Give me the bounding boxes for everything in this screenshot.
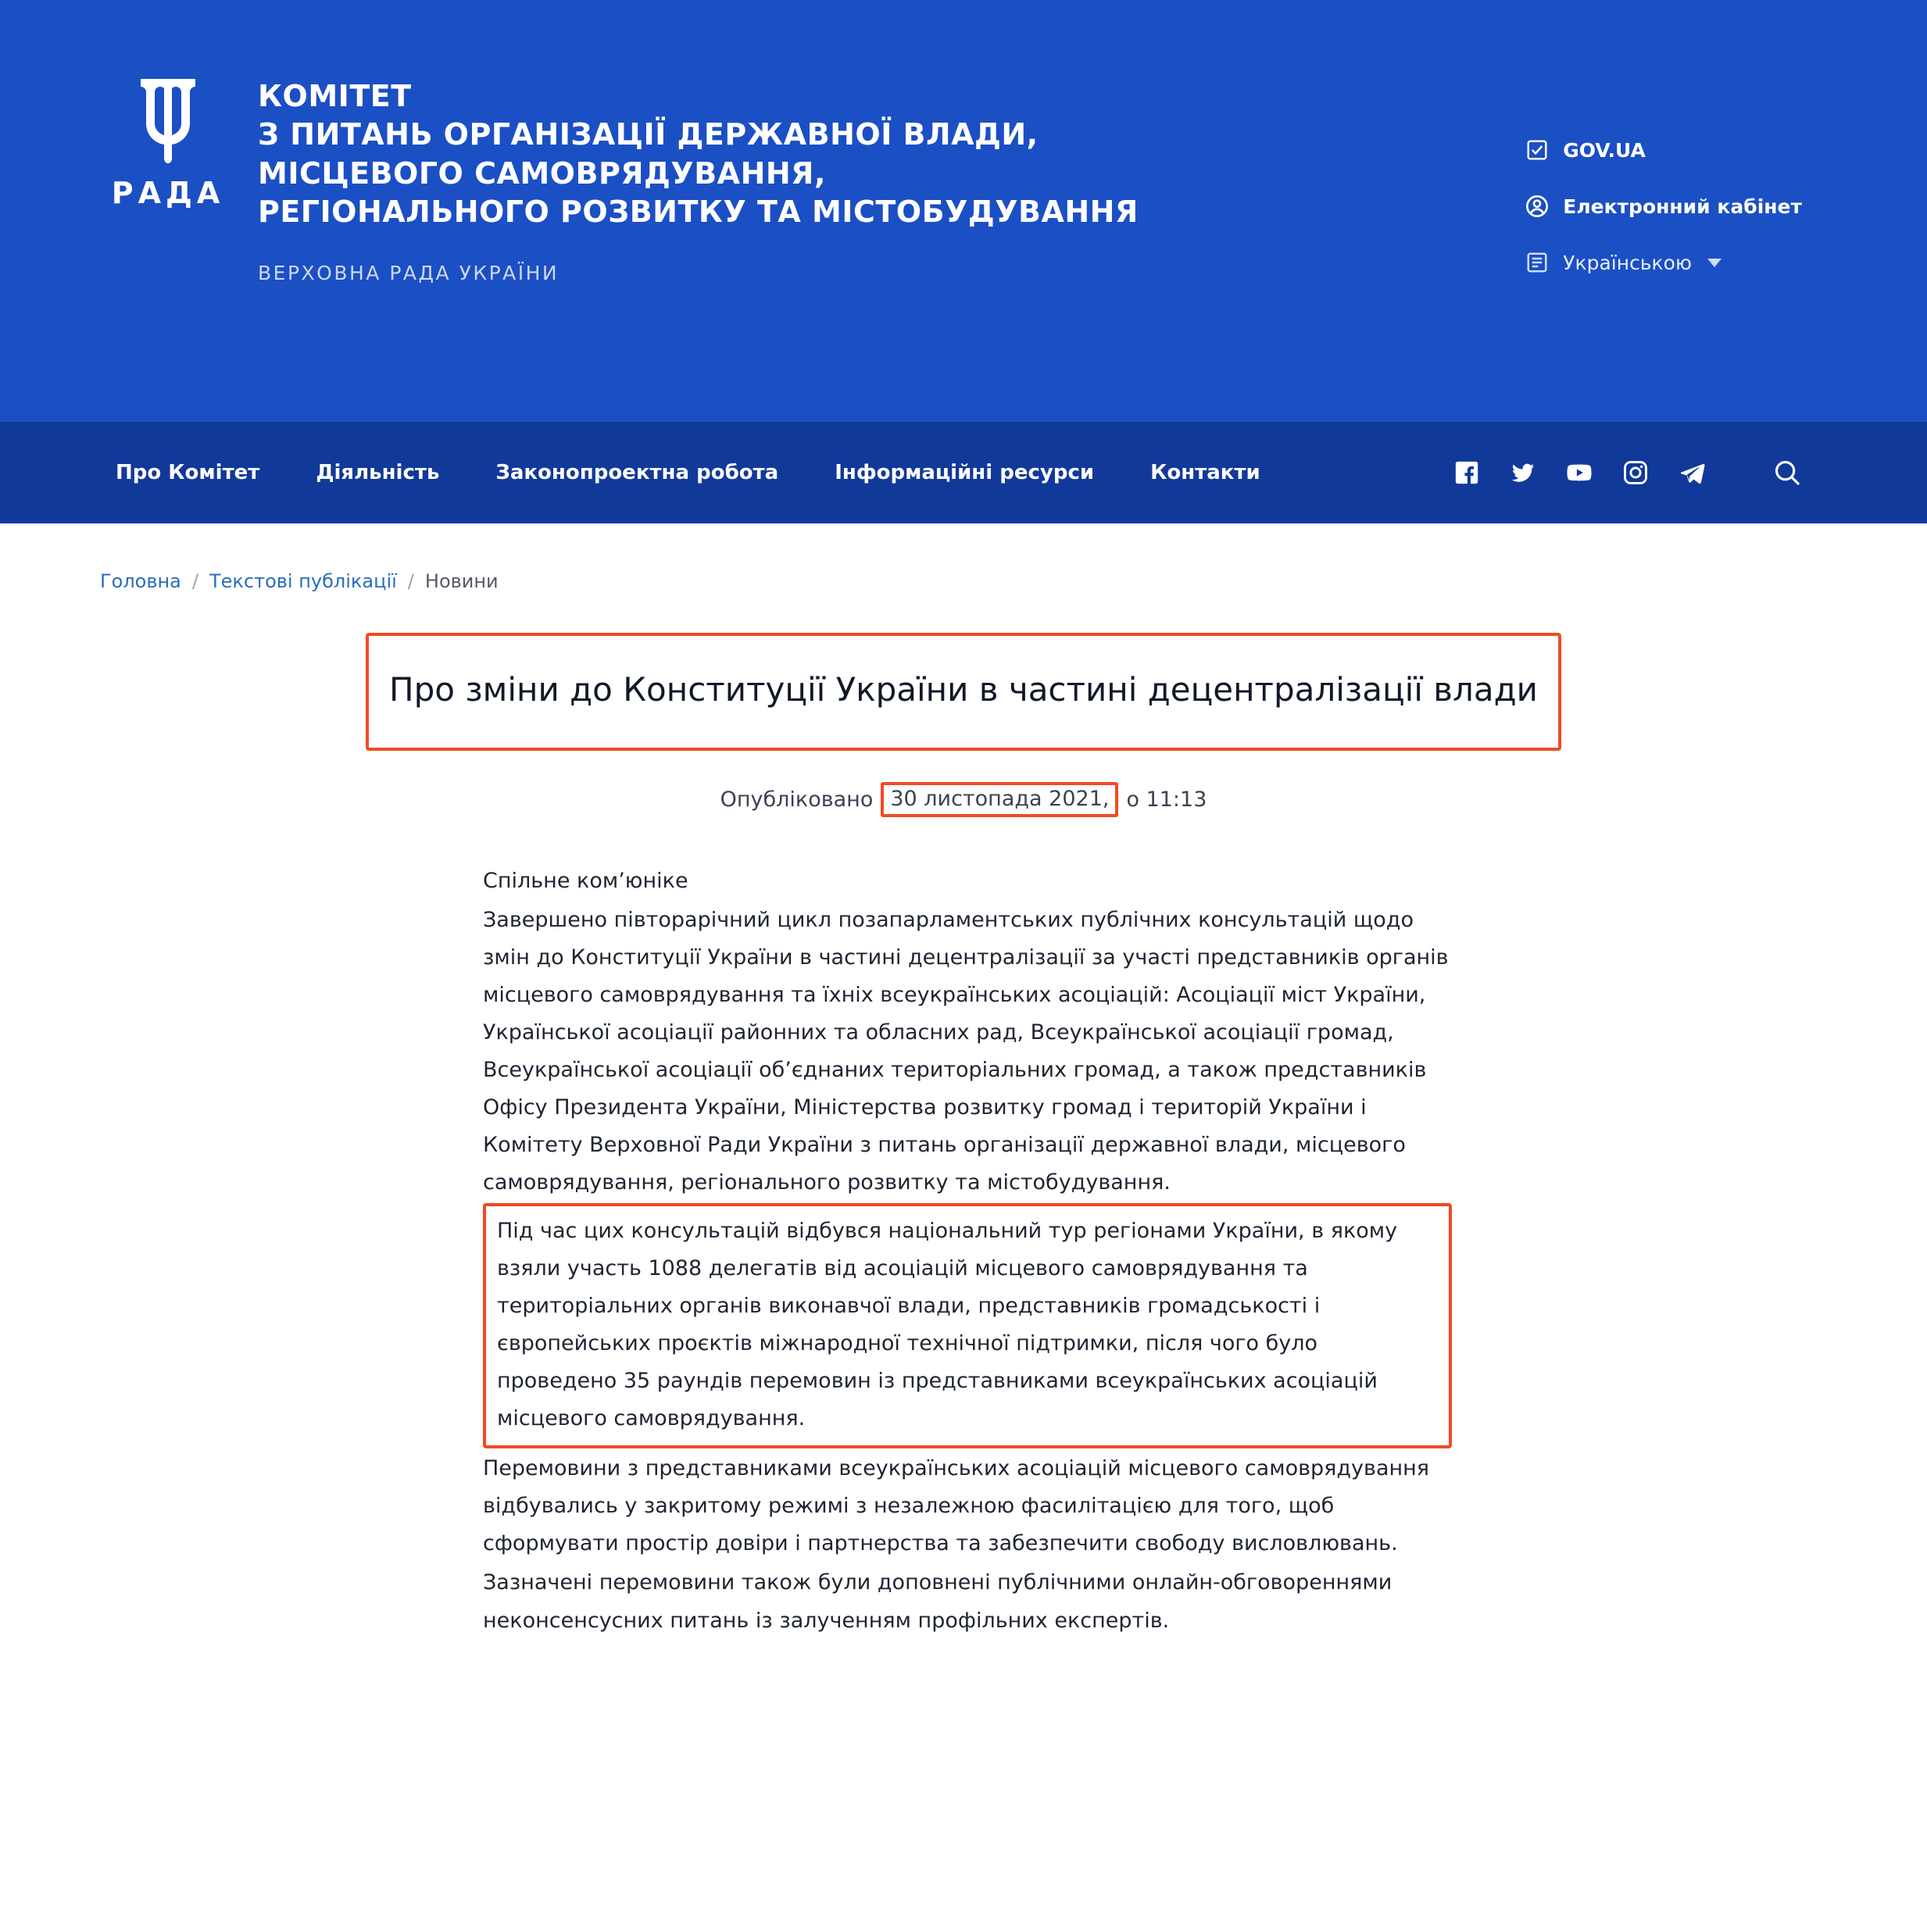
breadcrumb-separator: / — [191, 570, 198, 592]
breadcrumb-item-home[interactable]: Головна — [100, 570, 181, 592]
committee-title-line-3: МІСЦЕВОГО САМОВРЯДУВАННЯ, — [258, 155, 826, 191]
vr-emblem — [109, 74, 227, 210]
published-time: о 11:13 — [1126, 787, 1207, 812]
page-title: Про зміни до Конституції України в частині децентралізації влади — [389, 670, 1538, 709]
language-selector[interactable] — [1524, 249, 1802, 276]
nav-right — [1452, 458, 1802, 487]
committee-title — [258, 77, 1139, 232]
language-label: Українською — [1563, 251, 1692, 274]
header-utility-links — [1524, 137, 1802, 305]
instagram-icon[interactable] — [1621, 458, 1650, 487]
nav-items — [109, 453, 1267, 492]
published-prefix: Опубліковано — [720, 787, 874, 812]
main-nav — [0, 422, 1927, 523]
header-inner — [0, 0, 1927, 284]
gov-ua-link[interactable] — [1524, 137, 1802, 163]
article — [0, 592, 1927, 1688]
nav-item-legislative[interactable]: Законопроектна робота — [495, 461, 779, 484]
nav-item-contacts[interactable]: Контакти — [1150, 461, 1260, 484]
committee-subtitle: ВЕРХОВНА РАДА УКРАЇНИ — [258, 261, 560, 284]
chevron-down-icon — [1707, 259, 1721, 267]
breadcrumb-item-publications[interactable]: Текстові публікації — [209, 570, 397, 592]
breadcrumb-separator: / — [407, 570, 414, 592]
article-paragraph: Перемовини з представниками всеукраїнських асоціацій місцевого самоврядування відбувались у закритому режимі з незалежною фасилітацією для того, щоб сформувати простір довіри і партнерства та забезпечити свободу висловлювань. — [483, 1456, 1430, 1556]
cabinet-link[interactable] — [1524, 193, 1802, 220]
telegram-icon[interactable] — [1677, 458, 1707, 487]
committee-title-line-2: З ПИТАНЬ ОРГАНІЗАЦІЇ ДЕРЖАВНОЇ ВЛАДИ, — [258, 117, 1039, 152]
user-circle-icon — [1524, 193, 1550, 220]
search-icon[interactable] — [1772, 458, 1802, 487]
nav-item-resources[interactable]: Інформаційні ресурси — [835, 461, 1095, 484]
article-paragraph: Спільне ком’юніке — [483, 868, 688, 893]
facebook-icon[interactable] — [1452, 458, 1482, 487]
breadcrumb-item-news: Новини — [424, 570, 499, 592]
emblem-label: РАДА — [111, 176, 225, 210]
article-paragraph: Завершено півторарічний цикл позапарламентських публічних консультацій щодо змін до Конституції України в частині децентралізації за участі представників органів місцевого самоврядування та їхніх всеукраїнських асоціацій: Асоціації міст України, Української асоціації районних та обласних рад, Всеукраїнської асоціації громад, Всеукраїнської асоціації об’єднаних територіальних громад, а також представників Офісу Президента України, Міністерства розвитку громад і територій України і Комітету Верховної Ради України з питань організації державної влади, місцевого самоврядування, регіонального розвитку та містобудування. — [483, 907, 1449, 1195]
page-title-highlight — [366, 633, 1561, 751]
nav-item-activity[interactable]: Діяльність — [316, 461, 440, 484]
committee-title-line-4: РЕГІОНАЛЬНОГО РОЗВИТКУ ТА МІСТОБУДУВАННЯ — [258, 195, 1139, 230]
article-body — [475, 862, 1452, 1640]
trident-icon — [109, 79, 227, 166]
article-paragraph: Зазначені перемовини також були доповнені публічними онлайн-обговореннями неконсенсусних питань із залученням профільних експертів. — [483, 1570, 1393, 1633]
published-date: 30 листопада 2021, — [881, 782, 1118, 817]
breadcrumb — [0, 523, 1927, 592]
nav-item-about[interactable]: Про Комітет — [116, 461, 260, 484]
globe-icon — [1524, 249, 1550, 276]
committee-title-line-1: КОМІТЕТ — [258, 79, 412, 113]
checkbox-icon — [1524, 137, 1550, 163]
site-header — [0, 0, 1927, 422]
gov-ua-label: GOV.UA — [1563, 138, 1646, 162]
youtube-icon[interactable] — [1564, 458, 1594, 487]
twitter-icon[interactable] — [1508, 458, 1538, 487]
article-paragraph-highlighted: Під час цих консультацій відбувся національний тур регіонами України, в якому взяли участь 1088 делегатів від асоціацій місцевого самоврядування та територіальних органів виконавчої влади, представників громадськості і європейських проєктів міжнародної технічної підтримки, після чого було проведено 35 раундів перемовин із представниками всеукраїнських асоціацій місцевого самоврядування. — [483, 1203, 1452, 1448]
header-titles — [258, 74, 1139, 284]
publish-info — [0, 782, 1927, 817]
cabinet-label: Електронний кабінет — [1563, 195, 1802, 218]
